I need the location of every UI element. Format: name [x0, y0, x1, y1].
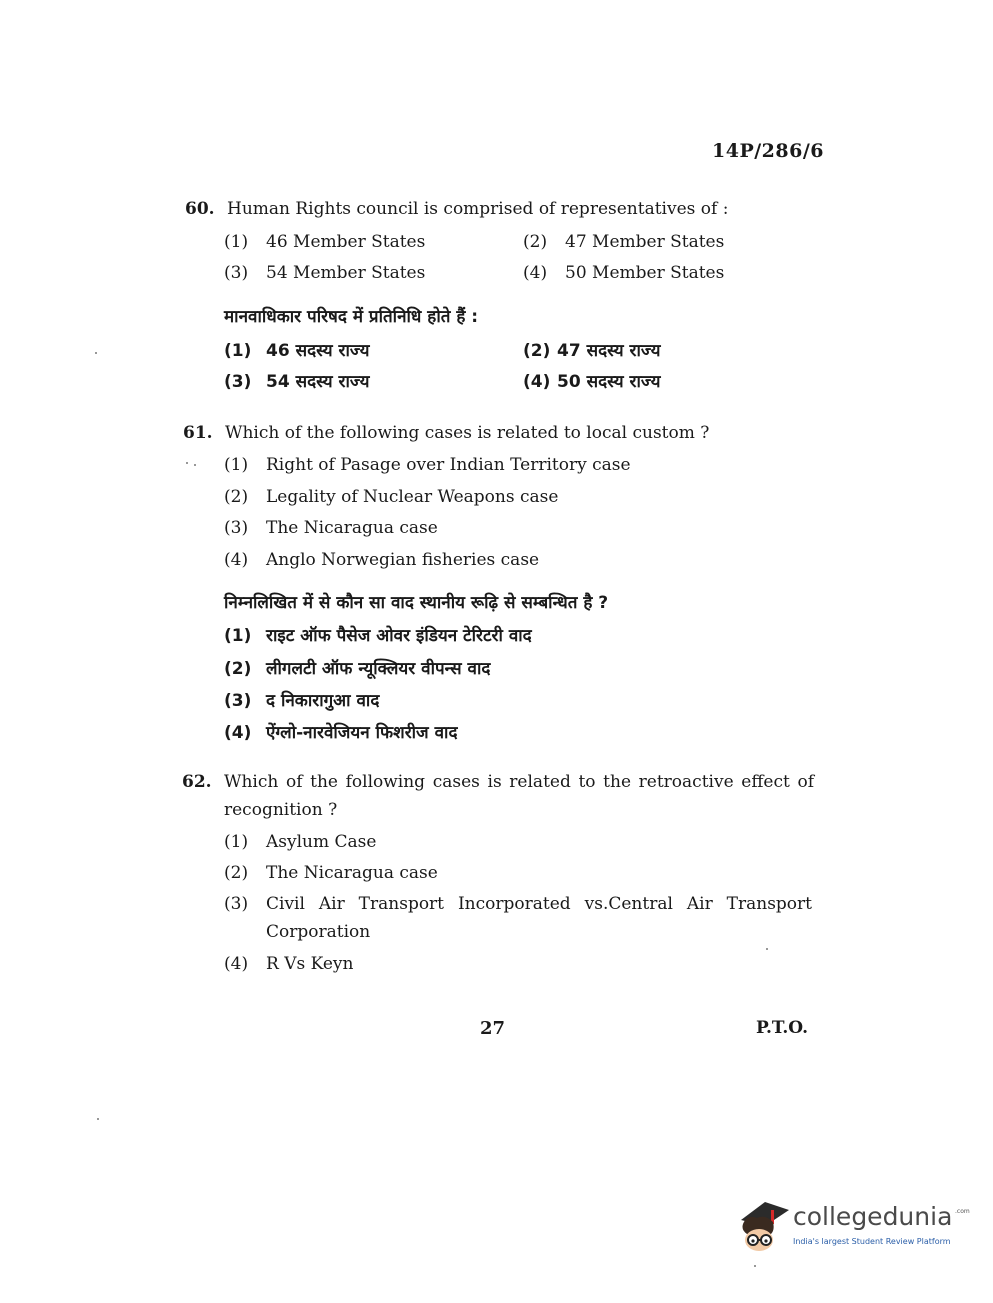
q61-option-2: (2) Legality of Nuclear Weapons case	[224, 487, 559, 507]
q62-option-1: (1) Asylum Case	[224, 832, 377, 852]
q60-hindi-option-2: (2) 47 सदस्य राज्य	[523, 341, 661, 361]
q60-option-2: (2) 47 Member States	[523, 232, 725, 252]
question-61-text: Which of the following cases is related to local custom ?	[225, 423, 710, 443]
q61-hindi-option-4: (4) ऐंग्लो-नारवेजियन फिशरीज वाद	[224, 723, 458, 743]
q60-option-4: (4) 50 Member States	[523, 263, 725, 283]
q61-option-4: (4) Anglo Norwegian fisheries case	[224, 550, 540, 570]
scan-speck	[95, 352, 97, 354]
q62-option-3: (3) Civil Air Transport Incorporated vs.Central Air Transport	[224, 894, 812, 914]
scan-speck	[754, 1265, 756, 1267]
question-60-text: Human Rights council is comprised of representatives of :	[227, 199, 729, 219]
q60-option-1: (1) 46 Member States	[224, 232, 426, 252]
question-62-text-line1: Which of the following cases is related to the retroactive effect of	[224, 772, 814, 792]
scan-speck	[194, 464, 196, 466]
page-number: 27	[480, 1018, 506, 1039]
scan-speck	[766, 948, 768, 950]
q62-option-3-continued: Corporation	[266, 922, 371, 942]
q61-hindi-option-1: (1) राइट ऑफ पैसेज ओवर इंडियन टेरिटरी वाद	[224, 626, 532, 646]
pto-label: P.T.O.	[756, 1018, 808, 1038]
paper-code: 14P/286/6	[712, 140, 824, 162]
mascot-icon	[735, 1196, 791, 1256]
q60-hindi-question: मानवाधिकार परिषद में प्रतिनिधि होते हैं :	[224, 307, 479, 327]
logo-tagline: India's largest Student Review Platform	[793, 1237, 951, 1246]
q60-hindi-option-1: (1) 46 सदस्य राज्य	[224, 341, 370, 361]
question-62-number: 62.	[182, 772, 212, 792]
q60-hindi-option-3: (3) 54 सदस्य राज्य	[224, 372, 370, 392]
q61-option-1: (1) Right of Pasage over Indian Territory case	[224, 455, 631, 475]
q61-hindi-option-3: (3) द निकारागुआ वाद	[224, 691, 380, 711]
question-61-number: 61.	[183, 423, 213, 443]
logo-name: collegedunia	[793, 1202, 953, 1231]
scan-speck	[186, 462, 188, 464]
logo-suffix: .com	[955, 1208, 970, 1215]
collegedunia-logo	[735, 1196, 970, 1258]
q62-option-4: (4) R Vs Keyn	[224, 954, 354, 974]
question-62-text-line2: recognition ?	[224, 800, 338, 820]
q61-option-3: (3) The Nicaragua case	[224, 518, 438, 538]
q61-hindi-question: निम्नलिखित में से कौन सा वाद स्थानीय रूढ़ि से सम्बन्धित है ?	[224, 593, 609, 613]
q62-option-2: (2) The Nicaragua case	[224, 863, 438, 883]
scan-speck	[97, 1118, 99, 1120]
question-60-number: 60.	[185, 199, 215, 219]
q60-hindi-option-4: (4) 50 सदस्य राज्य	[523, 372, 661, 392]
q61-hindi-option-2: (2) लीगलटी ऑफ न्यूक्लियर वीपन्स वाद	[224, 659, 491, 679]
q60-option-3: (3) 54 Member States	[224, 263, 426, 283]
